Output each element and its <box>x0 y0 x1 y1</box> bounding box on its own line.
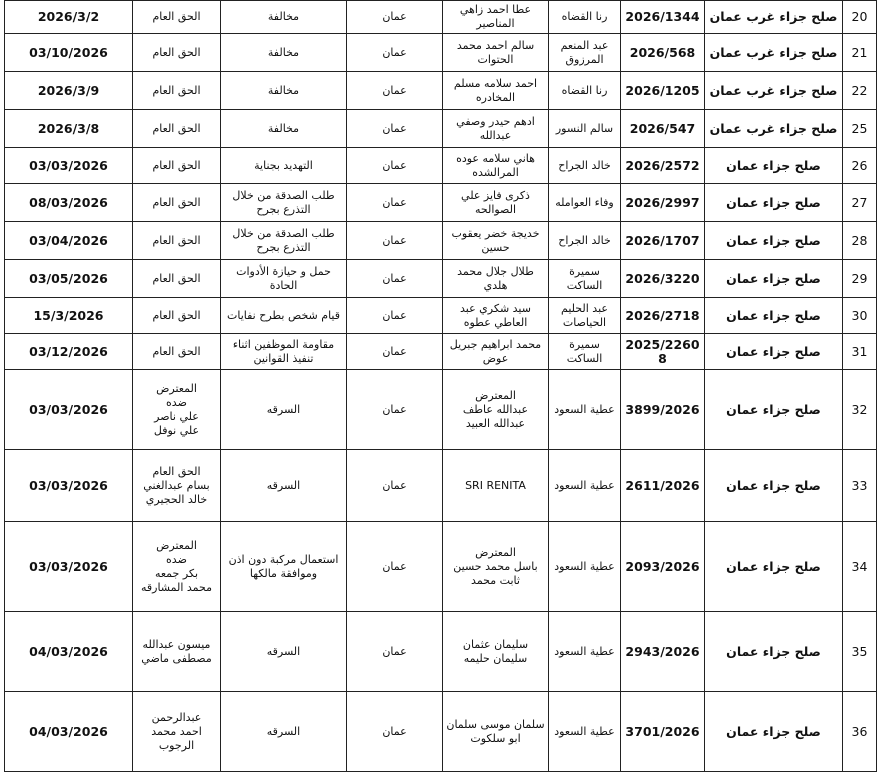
case-number-cell: 2026/3220 <box>621 260 705 298</box>
date-cell: 2026/3/8 <box>5 110 133 148</box>
court-cell: صلح جزاء عمان <box>705 522 843 612</box>
city-cell: عمان <box>347 298 443 334</box>
judge-cell: عطية السعود <box>549 522 621 612</box>
plaintiff-cell: الحق العام <box>133 148 221 184</box>
city-cell: عمان <box>347 260 443 298</box>
plaintiff-cell: الحق العام <box>133 298 221 334</box>
case-number-cell: 2611/2026 <box>621 450 705 522</box>
case-number-cell: 2026/547 <box>621 110 705 148</box>
charge-cell: مقاومة الموظفين اثناء تنفيذ القوانين <box>221 334 347 370</box>
judge-cell: سميرة الساكت <box>549 260 621 298</box>
plaintiff-cell: الحق العام <box>133 184 221 222</box>
table-row <box>5 334 877 370</box>
court-cell: صلح جزاء عمان <box>705 222 843 260</box>
city-cell: عمان <box>347 1 443 34</box>
defendant-cell: سيد شكري عبد العاطي عطوه <box>443 298 549 334</box>
court-cell: صلح جزاء عمان <box>705 692 843 772</box>
plaintiff-cell: الحق العام <box>133 260 221 298</box>
court-cell: صلح جزاء عمان <box>705 334 843 370</box>
row-number-cell: 25 <box>843 110 877 148</box>
judge-cell: رنا القضاه <box>549 1 621 34</box>
table-row <box>5 110 877 148</box>
judge-cell: عبد المنعم المرزوق <box>549 34 621 72</box>
court-cell: صلح جزاء عمان <box>705 298 843 334</box>
city-cell: عمان <box>347 110 443 148</box>
case-number-cell: 2026/1205 <box>621 72 705 110</box>
plaintiff-cell: الحق العام <box>133 1 221 34</box>
case-number-cell: 2026/1344 <box>621 1 705 34</box>
judge-cell: وفاء العوامله <box>549 184 621 222</box>
case-number-cell: 2026/2718 <box>621 298 705 334</box>
row-number-cell: 34 <box>843 522 877 612</box>
plaintiff-cell: الحق العام <box>133 110 221 148</box>
table-row <box>5 522 877 612</box>
date-cell: 03/10/2026 <box>5 34 133 72</box>
date-cell: 2026/3/2 <box>5 1 133 34</box>
date-cell: 15/3/2026 <box>5 298 133 334</box>
row-number-cell: 21 <box>843 34 877 72</box>
plaintiff-cell: الحق العام <box>133 34 221 72</box>
defendant-cell: المعترض باسل محمد حسين ثابت محمد <box>443 522 549 612</box>
court-cell: صلح جزاء عمان <box>705 260 843 298</box>
city-cell: عمان <box>347 450 443 522</box>
row-number-cell: 36 <box>843 692 877 772</box>
judge-cell: عطية السعود <box>549 612 621 692</box>
date-cell: 08/03/2026 <box>5 184 133 222</box>
court-cell: صلح جزاء غرب عمان <box>705 110 843 148</box>
table-row <box>5 370 877 450</box>
city-cell: عمان <box>347 34 443 72</box>
defendant-cell: ادهم حيدر وصفي عبدالله <box>443 110 549 148</box>
defendant-cell: سلمان موسى سلمان ابو سلكوت <box>443 692 549 772</box>
city-cell: عمان <box>347 72 443 110</box>
judge-cell: عطية السعود <box>549 692 621 772</box>
row-number-cell: 26 <box>843 148 877 184</box>
row-number-cell: 31 <box>843 334 877 370</box>
court-cell: صلح جزاء عمان <box>705 148 843 184</box>
judge-cell: عبد الحليم الحياصات <box>549 298 621 334</box>
case-number-cell: 3701/2026 <box>621 692 705 772</box>
case-number-cell: 2093/2026 <box>621 522 705 612</box>
judge-cell: خالد الجراح <box>549 222 621 260</box>
judge-cell: عطية السعود <box>549 450 621 522</box>
row-number-cell: 33 <box>843 450 877 522</box>
date-cell: 03/04/2026 <box>5 222 133 260</box>
row-number-cell: 30 <box>843 298 877 334</box>
plaintiff-cell: الحق العام بسام عبدالغني خالد الحجيري <box>133 450 221 522</box>
table-row <box>5 612 877 692</box>
charge-cell: التهديد بجناية <box>221 148 347 184</box>
date-cell: 03/05/2026 <box>5 260 133 298</box>
date-cell: 03/03/2026 <box>5 148 133 184</box>
judge-cell: عطية السعود <box>549 370 621 450</box>
date-cell: 04/03/2026 <box>5 692 133 772</box>
table-row <box>5 1 877 34</box>
city-cell: عمان <box>347 370 443 450</box>
court-cell: صلح جزاء عمان <box>705 370 843 450</box>
court-cell: صلح جزاء غرب عمان <box>705 1 843 34</box>
charge-cell: السرقه <box>221 370 347 450</box>
table-row <box>5 222 877 260</box>
judge-cell: سميرة الساكت <box>549 334 621 370</box>
row-number-cell: 27 <box>843 184 877 222</box>
case-number-cell: 2943/2026 <box>621 612 705 692</box>
case-number-cell: 2026/2572 <box>621 148 705 184</box>
table-row <box>5 184 877 222</box>
city-cell: عمان <box>347 334 443 370</box>
row-number-cell: 22 <box>843 72 877 110</box>
plaintiff-cell: الحق العام <box>133 72 221 110</box>
court-cell: صلح جزاء عمان <box>705 450 843 522</box>
court-cell: صلح جزاء عمان <box>705 184 843 222</box>
table-row <box>5 148 877 184</box>
court-cell: صلح جزاء عمان <box>705 612 843 692</box>
charge-cell: مخالفة <box>221 34 347 72</box>
table-row <box>5 72 877 110</box>
plaintiff-cell: الحق العام <box>133 334 221 370</box>
charge-cell: قيام شخص بطرح نفايات <box>221 298 347 334</box>
table-row <box>5 34 877 72</box>
date-cell: 03/03/2026 <box>5 370 133 450</box>
case-number-cell: 2026/568 <box>621 34 705 72</box>
row-number-cell: 28 <box>843 222 877 260</box>
charge-cell: السرقه <box>221 692 347 772</box>
defendant-cell: طلال جلال محمد هلدي <box>443 260 549 298</box>
date-cell: 03/03/2026 <box>5 450 133 522</box>
date-cell: 04/03/2026 <box>5 612 133 692</box>
table-row <box>5 450 877 522</box>
charge-cell: مخالفة <box>221 72 347 110</box>
defendant-cell: محمد ابراهيم جبريل عوض <box>443 334 549 370</box>
plaintiff-cell: المعترض ضده بكر جمعه محمد المشارقه <box>133 522 221 612</box>
defendant-cell: احمد سلامه مسلم المخادره <box>443 72 549 110</box>
defendant-cell: سليمان عثمان سليمان حليمه <box>443 612 549 692</box>
row-number-cell: 29 <box>843 260 877 298</box>
defendant-cell: المعترض عبدالله عاطف عبدالله العبيد <box>443 370 549 450</box>
table-row <box>5 692 877 772</box>
charge-cell: حمل و حيازة الأدوات الحادة <box>221 260 347 298</box>
judge-cell: رنا القضاه <box>549 72 621 110</box>
table-row <box>5 298 877 334</box>
charge-cell: السرقه <box>221 612 347 692</box>
date-cell: 2026/3/9 <box>5 72 133 110</box>
date-cell: 03/03/2026 <box>5 522 133 612</box>
charge-cell: السرقه <box>221 450 347 522</box>
plaintiff-cell: الحق العام <box>133 222 221 260</box>
case-number-cell: 2025/2260 8 <box>621 334 705 370</box>
defendant-cell: ذكرى فايز علي الصوالحه <box>443 184 549 222</box>
court-cell: صلح جزاء غرب عمان <box>705 72 843 110</box>
defendant-cell: SRI RENITA <box>443 450 549 522</box>
plaintiff-cell: ميسون عبدالله مصطفى ماضي <box>133 612 221 692</box>
court-cell: صلح جزاء غرب عمان <box>705 34 843 72</box>
charge-cell: مخالفة <box>221 1 347 34</box>
city-cell: عمان <box>347 692 443 772</box>
city-cell: عمان <box>347 522 443 612</box>
defendant-cell: هاني سلامه عوده المرالشده <box>443 148 549 184</box>
charge-cell: استعمال مركبة دون اذن وموافقة مالكها <box>221 522 347 612</box>
charge-cell: مخالفة <box>221 110 347 148</box>
plaintiff-cell: المعترض ضده علي ناصر علي نوفل <box>133 370 221 450</box>
charge-cell: طلب الصدقة من خلال التذرع بجرح <box>221 222 347 260</box>
city-cell: عمان <box>347 612 443 692</box>
defendant-cell: خديجة خضر يعقوب حسين <box>443 222 549 260</box>
judge-cell: سالم النسور <box>549 110 621 148</box>
case-number-cell: 2026/2997 <box>621 184 705 222</box>
city-cell: عمان <box>347 222 443 260</box>
charge-cell: طلب الصدقة من خلال التذرع بجرح <box>221 184 347 222</box>
case-number-cell: 3899/2026 <box>621 370 705 450</box>
row-number-cell: 32 <box>843 370 877 450</box>
table-row <box>5 260 877 298</box>
plaintiff-cell: عبدالرحمن احمد محمد الرجوب <box>133 692 221 772</box>
judge-cell: خالد الجراح <box>549 148 621 184</box>
hearings-table <box>4 0 877 772</box>
defendant-cell: سالم احمد محمد الحتوات <box>443 34 549 72</box>
date-cell: 03/12/2026 <box>5 334 133 370</box>
city-cell: عمان <box>347 184 443 222</box>
row-number-cell: 35 <box>843 612 877 692</box>
case-number-cell: 2026/1707 <box>621 222 705 260</box>
row-number-cell: 20 <box>843 1 877 34</box>
defendant-cell: عطا احمد زاهي المناصير <box>443 1 549 34</box>
city-cell: عمان <box>347 148 443 184</box>
